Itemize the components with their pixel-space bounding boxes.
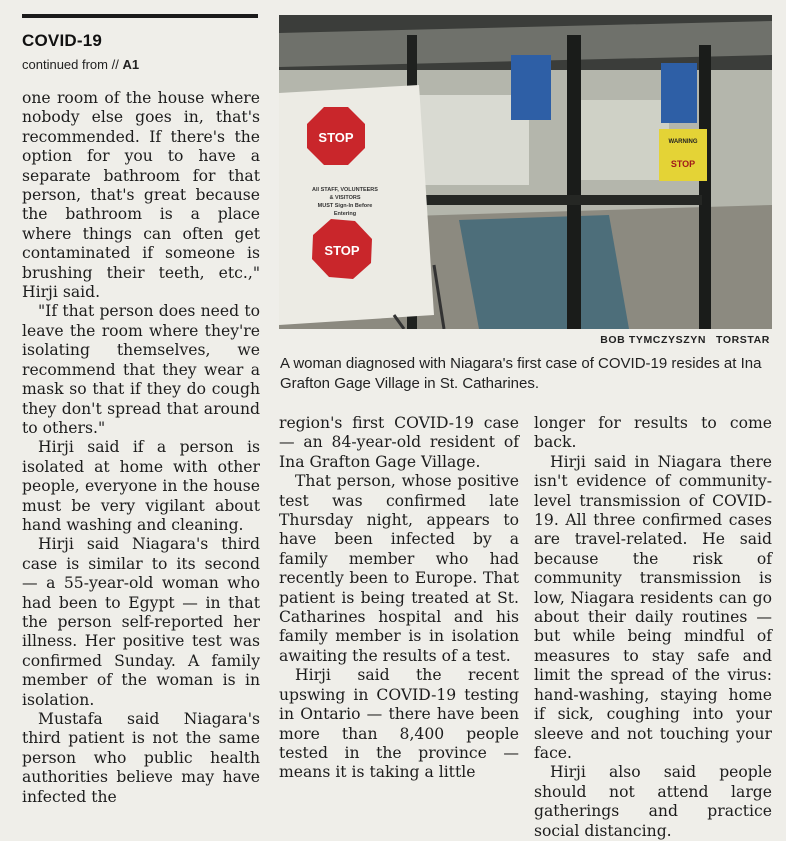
paragraph: "If that person does need to leave the room where they're isolating themselves, we recommend that they wear a mask so that if they do cough they don't spread that around to others." [22, 302, 260, 437]
notice-line-4: Entering [333, 211, 357, 217]
paragraph: longer for results to come back. [534, 414, 772, 452]
paragraph: Mustafa said Niagara's third patient is not the same person who public health authorities believe may have infected the [22, 710, 260, 806]
paragraph: one room of the house where nobody else goes in, that's recommended. If there's the option for you to have a separate bathroom for that person, that's great because the bathroom is a place where things can often get contaminated if someone is brushing their teeth, etc.," Hirji said. [22, 89, 260, 302]
article-column-1 [22, 89, 260, 807]
paragraph: That person, whose positive test was confirmed late Thursday night, appears to have been infected by a family member who had recently been to Europe. That patient is being treated at St. Catharines hospital and his family member is in isolation awaiting the results of a test. [279, 472, 519, 665]
warning-sign-title: WARNING [668, 139, 698, 145]
notice-line-3: MUST Sign-In Before [317, 203, 373, 209]
paragraph: Hirji said the recent upswing in COVID-19 testing in Ontario — there have been more than 8,400 people tested in the province — means it is taking a little [279, 666, 519, 782]
continued-page-ref: A1 [122, 57, 140, 72]
notice-line-2: & VISITORS [329, 195, 361, 201]
continued-from-line [22, 57, 139, 72]
article-column-2 [279, 414, 519, 783]
paragraph: Hirji also said people should not attend large gatherings and practice social distancing. [534, 763, 772, 840]
section-rule [22, 14, 258, 18]
paragraph: Hirji said Niagara's third case is similar to its second — a 55-year-old woman who had been to Egypt — in that the person self-reported her illness. Her positive test was confirmed Sunday. A family member of the woman is in isolation. [22, 535, 260, 709]
paragraph: region's first COVID-19 case — an 84-year-old resident of Ina Grafton Gage Village. [279, 414, 519, 471]
photo-credit-name: BOB TYMCZYSZYN [600, 334, 707, 346]
continued-separator: // [111, 57, 119, 72]
continued-prefix: continued from [22, 57, 108, 72]
news-photo [279, 15, 772, 329]
paragraph: Hirji said in Niagara there isn't evidence of community-level transmission of COVID-19. All three confirmed cases are travel-related. He said because the risk of community transmission is low, Niagara residents can go about their daily routines — but while being mindful of measures to stay safe and limit the spread of the virus: hand-washing, staying home if sick, coughing into your sleeve and not touching your face. [534, 452, 772, 762]
section-slug: COVID-19 [22, 31, 103, 50]
notice-line-1: All STAFF, VOLUNTEERS [312, 187, 378, 193]
photo-caption: A woman diagnosed with Niagara's first case of COVID-19 resides at Ina Grafton Gage Village in St. Catharines. [280, 355, 762, 392]
photo-credit [600, 334, 770, 346]
warning-sign-text: STOP [670, 159, 696, 169]
photo-credit-org: TORSTAR [716, 334, 770, 346]
stop-sign-bottom-text: STOP [324, 243, 360, 258]
paragraph: Hirji said if a person is isolated at home with other people, everyone in the house must be very vigilant about hand washing and cleaning. [22, 438, 260, 534]
article-column-3 [534, 414, 772, 841]
stop-sign-top-text: STOP [318, 130, 354, 145]
